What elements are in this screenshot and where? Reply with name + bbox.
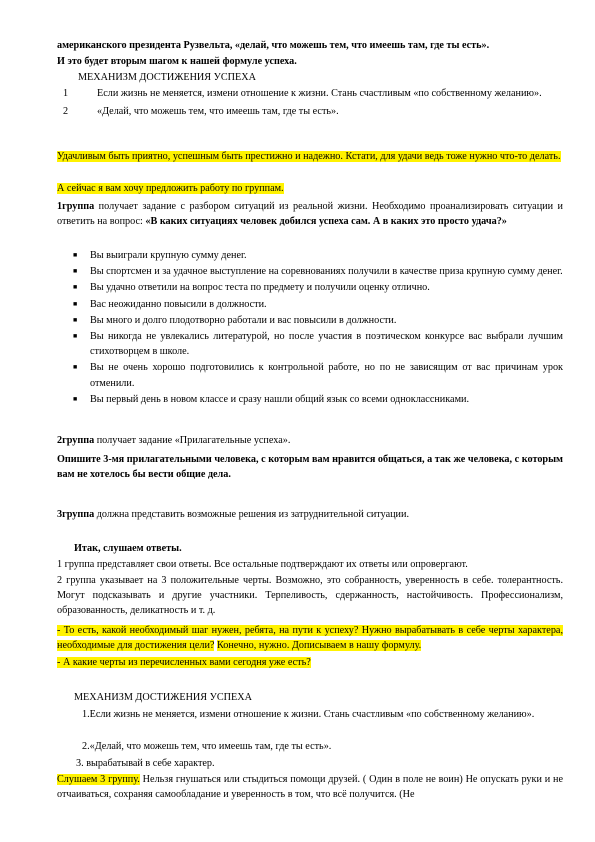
list-item: [57, 392, 563, 407]
list-item-text: «Делай, что можешь тем, что имеешь там, где ты есть».: [97, 106, 339, 118]
mechanism-list-2-item-2: 2.«Делай, что можешь тем, что имеешь там, где ты есть».: [82, 741, 332, 752]
mechanism-list-1: [57, 86, 563, 119]
list-item-number: 2: [63, 106, 69, 118]
highlighted-question: - То есть, какой необходимый шаг нужен, ребята, на пути к успеху? Нужно вырабатывать в себе черты характера, необходимые для достижения цели?: [57, 625, 563, 652]
which-traits-line: [57, 655, 563, 670]
list-item: [57, 86, 563, 101]
list-item: [57, 264, 563, 279]
group2-line: [57, 433, 563, 448]
list-item: [57, 248, 563, 263]
situation-text: Вы удачно ответили на вопрос теста по предмету и получили оценку отлично.: [90, 282, 430, 294]
list-item: [57, 329, 563, 359]
bullet-square-icon: ■: [73, 315, 78, 324]
bullet-square-icon: ■: [73, 363, 78, 372]
highlighted-text: Слушаем 3 группу.: [57, 774, 140, 785]
question-paragraph: [57, 623, 563, 653]
list-item-text: Если жизнь не меняется, измени отношение к жизни. Стань счастливым «по собственному желанию».: [97, 88, 542, 99]
situation-text: Вы первый день в новом классе и сразу нашли общий язык со всеми одноклассниками.: [90, 393, 470, 405]
situations-list: [57, 248, 563, 407]
group3-answer-paragraph: [57, 772, 563, 802]
answer2-paragraph: 2 группа указывает на 3 положительные черты. Возможно, это собранность, уверенность в себе. толерантность. Могут подсказывать и другие участники. Терпеливость, сдержанность, настойчивость. Профессионализм, образованность, деликатность и т. д.: [57, 575, 563, 617]
list-item: [57, 104, 563, 119]
group3-answer-text: Нельзя гнушаться или стыдиться помощи друзей. ( Один в поле не воин) Не опускать руки и не отчаиваться, сохраняя самообладание и уверенность в том, что всё получится. (Не: [57, 774, 564, 801]
heading-mechanism-1: МЕХАНИЗМ ДОСТИЖЕНИЯ УСПЕХА: [78, 72, 256, 83]
lucky-paragraph: [57, 149, 563, 164]
highlighted-text: Удачливым быть приятно, успешным быть престижно и надежно. Кстати, для удачи ведь тоже нужно что-то делать.: [57, 151, 561, 162]
group2-task: Опишите 3-мя прилагательными человека, с которым вам нравится общаться, а так же человека, с которым вам не хотелось бы вести общие дела.: [57, 454, 563, 481]
highlighted-answer: Конечно, нужно. Дописываем в нашу формулу.: [216, 640, 422, 652]
bullet-square-icon: ■: [73, 332, 78, 341]
list-item-number: 1: [63, 88, 69, 99]
group3-text: должна представить возможные решения из затруднительной ситуации.: [94, 509, 409, 520]
situation-text: Вы спортсмен и за удачное выступление на соревнованиях получили в качестве приза крупную сумму денег.: [90, 266, 563, 278]
top-line: американского президента Рузвельта, «делай, что можешь тем, что имеешь там, где ты есть».: [57, 40, 490, 51]
group-label: 3группа: [57, 509, 95, 520]
bullet-square-icon: ■: [73, 283, 78, 292]
list-item: [57, 297, 563, 312]
group-work-line: [57, 181, 563, 196]
situation-text: Вы никогда не увлекались литературой, но после участия в поэтическом конкурсе вас выбрали лучшим стихотворцем в школе.: [90, 331, 563, 358]
group-label: 1группа: [57, 201, 95, 212]
mechanism-list-2-item-1: 1.Если жизнь не меняется, измени отношение к жизни. Стань счастливым «по собственному желанию».: [82, 709, 535, 720]
situation-text: Вы выиграли крупную сумму денег.: [90, 250, 247, 261]
group1-question: «В каких ситуациях человек добился успеха сам. А в каких это просто удача?»: [145, 216, 507, 228]
situation-text: Вас неожиданно повысили в должности.: [90, 298, 267, 310]
highlighted-text: - А какие черты из перечисленных вами сегодня уже есть?: [57, 657, 311, 668]
list-item: [57, 280, 563, 295]
bullet-square-icon: ■: [73, 267, 78, 276]
listen-answers-line: Итак, слушаем ответы.: [74, 543, 182, 554]
group2-text: получает задание «Прилагательные успеха».: [94, 435, 291, 446]
group-label: 2группа: [57, 435, 95, 446]
bullet-square-icon: ■: [73, 394, 78, 403]
list-item: [57, 360, 563, 390]
second-step-line: И это будет вторым шагом к нашей формуле успеха.: [57, 56, 297, 67]
bullet-square-icon: ■: [73, 299, 78, 308]
highlighted-text: А сейчас я вам хочу предложить работу по группам.: [57, 183, 284, 194]
group3-line: [57, 507, 563, 522]
situation-text: Вы много и долго плодотворно работали и вас повысили в должности.: [90, 314, 397, 326]
group1-text: получает задание с разбором ситуаций из реальной жизни. Необходимо проанализировать ситуации и ответить на вопрос:: [57, 201, 563, 228]
mechanism-list-2-item-3: 3. вырабатывай в себе характер.: [76, 758, 215, 769]
group1-paragraph: [57, 199, 563, 229]
list-item: [57, 313, 563, 328]
heading-mechanism-2: МЕХАНИЗМ ДОСТИЖЕНИЯ УСПЕХА: [74, 692, 252, 703]
situation-text: Вы не очень хорошо подготовились к контрольной работе, но по не зависящим от вас причинам урок отменили.: [90, 362, 563, 389]
bullet-square-icon: ■: [73, 251, 78, 259]
answer1-line: 1 группа представляет свои ответы. Все остальные подтверждают их ответы или опровергают.: [57, 559, 468, 570]
